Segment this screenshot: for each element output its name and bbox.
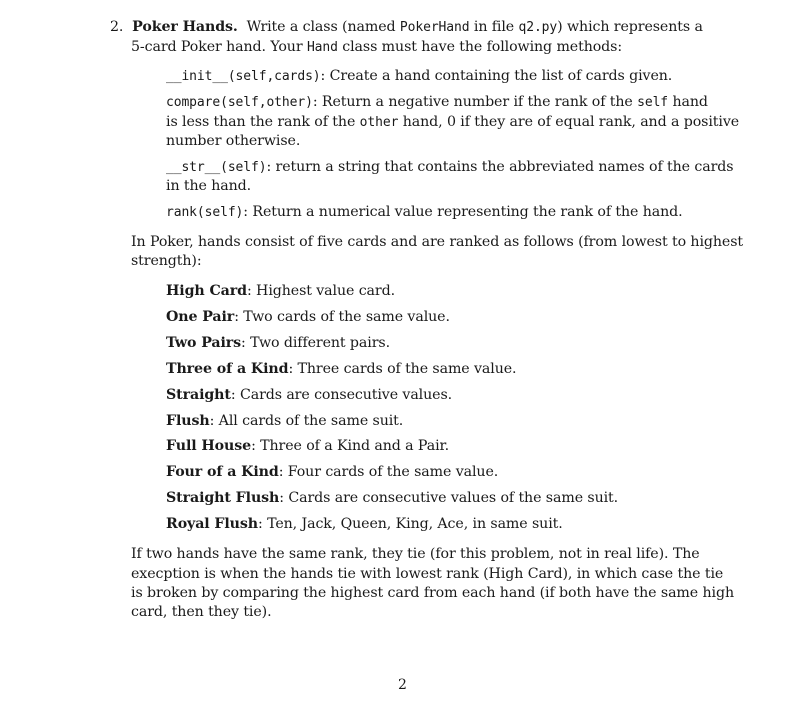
compare-description-b: hand [668, 94, 708, 110]
hand-name: Flush [166, 413, 210, 429]
compare-description-a: : Return a negative number if the rank of the [312, 94, 638, 110]
hand-description: : Highest value card. [246, 283, 395, 299]
hand-item [166, 359, 516, 379]
hand-item [166, 307, 450, 327]
compare-description-d: hand, 0 if they are of equal rank, and a positive [398, 114, 740, 130]
class-name-code: PokerHand [399, 20, 470, 35]
rank-description: : Return a numerical value representing the rank of the hand. [243, 204, 683, 220]
method-compare-line-3 [166, 131, 300, 151]
intro-text-d: 5-card Poker hand. Your [131, 39, 307, 55]
hand-description: : Two cards of the same value. [234, 309, 450, 325]
hand-description: : Three of a Kind and a Pair. [251, 438, 450, 454]
tie-rule-line-3: is broken by comparing the highest card from each hand (if both have the same high [131, 585, 734, 601]
hand-item [166, 436, 449, 456]
hand-name: Straight Flush [166, 490, 280, 506]
hand-name: Two Pairs [166, 335, 242, 351]
tie-rule-line-4: card, then they tie). [131, 604, 272, 620]
intro-text-a: Write a class (named [246, 19, 400, 35]
hand-name: Straight [166, 387, 231, 403]
ranking-intro-line-2: strength): [131, 253, 202, 269]
problem-intro-line-1 [110, 17, 716, 38]
intro-text-b: in file [469, 19, 519, 35]
hand-class-code: Hand [306, 40, 338, 55]
hand-description: : Cards are consecutive values of the same suit. [279, 490, 619, 506]
intro-text-c: ) which represents a [557, 19, 703, 35]
hand-item [166, 514, 563, 534]
file-name-code: q2.py [518, 20, 558, 35]
problem-number: 2. [110, 19, 124, 35]
intro-text-e: class must have the following methods: [337, 39, 623, 55]
compare-signature: compare(self,other) [166, 95, 313, 110]
str-description-a: : return a string that contains the abbreviated names of the cards [266, 159, 734, 175]
method-str-line-2 [166, 176, 251, 196]
method-compare-line-2 [166, 112, 739, 133]
hand-name: Three of a Kind [166, 361, 289, 377]
str-signature: __str__(self) [166, 160, 267, 175]
hand-name: Royal Flush [166, 516, 258, 532]
tie-rule-line-2: execption is when the hands tie with lowest rank (High Card), in which case the tie [131, 566, 724, 582]
compare-description-c: is less than the rank of the [166, 114, 360, 130]
problem-intro-line-2 [131, 37, 622, 58]
problem-title: Poker Hands. [132, 19, 238, 35]
hand-description: : Ten, Jack, Queen, King, Ace, in same suit. [258, 516, 563, 532]
hand-description: : Four cards of the same value. [278, 464, 499, 480]
hand-description: : Cards are consecutive values. [230, 387, 453, 403]
ranking-intro-line-1: In Poker, hands consist of five cards and are ranked as follows (from lowest to highest [131, 234, 744, 250]
hand-item [166, 488, 618, 508]
compare-other-code: other [359, 115, 399, 130]
tie-rule-line-1: If two hands have the same rank, they tie (for this problem, not in real life). The [131, 546, 700, 562]
hand-item [166, 385, 452, 405]
hand-item [166, 411, 403, 431]
init-description: : Create a hand containing the list of cards given. [320, 68, 673, 84]
compare-description-e: number otherwise. [166, 133, 301, 149]
hand-item [166, 333, 390, 353]
hand-description: : All cards of the same suit. [209, 413, 404, 429]
compare-self-code: self [637, 95, 669, 110]
method-init [166, 66, 672, 87]
hand-name: High Card [166, 283, 247, 299]
hand-name: One Pair [166, 309, 235, 325]
hand-name: Full House [166, 438, 252, 454]
hand-name: Four of a Kind [166, 464, 279, 480]
hand-description: : Three cards of the same value. [288, 361, 517, 377]
method-str-line-1 [166, 157, 733, 178]
method-compare-line-1 [166, 92, 708, 113]
method-rank [166, 202, 683, 223]
rank-signature: rank(self) [166, 205, 244, 220]
hand-description: : Two different pairs. [241, 335, 390, 351]
str-description-b: in the hand. [166, 178, 252, 194]
init-signature: __init__(self,cards) [166, 69, 321, 84]
page-number: 2 [398, 677, 407, 693]
hand-item [166, 281, 395, 301]
hand-item [166, 462, 498, 482]
